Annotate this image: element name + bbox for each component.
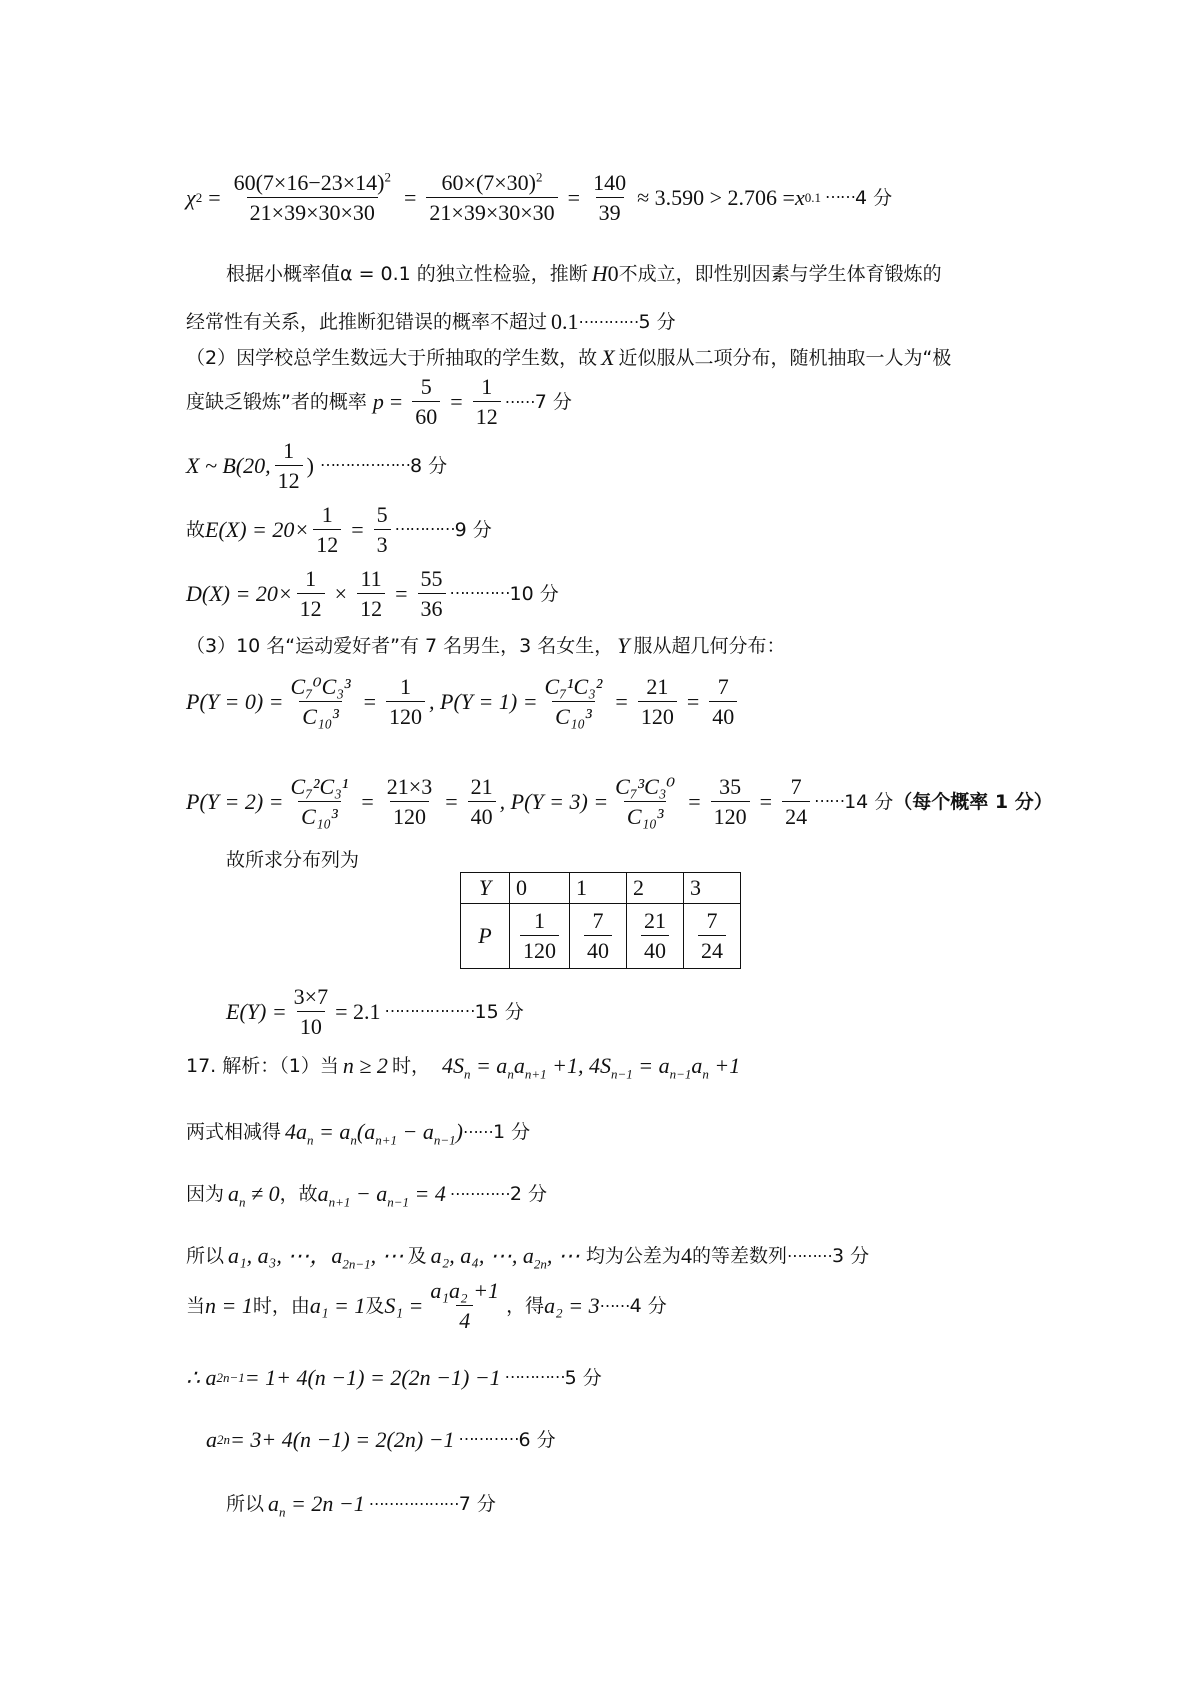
- h0-symbol: H: [591, 261, 608, 286]
- den: 24: [782, 801, 810, 829]
- binomial-distribution: [186, 436, 447, 496]
- ey-rhs: = 2.1: [335, 999, 381, 1024]
- dx-fraction-3: [418, 567, 446, 621]
- table-row: [461, 904, 741, 969]
- ex-fraction-1: [313, 503, 341, 557]
- score-label: 15 分: [474, 1000, 524, 1023]
- eq-part: 4S: [441, 1053, 464, 1078]
- chi-symbol: χ: [186, 185, 196, 210]
- eq-part: = a: [313, 1119, 351, 1144]
- dots: ⋯⋯: [824, 189, 855, 206]
- eq-part: a: [317, 1181, 329, 1206]
- ex-fraction-2: [374, 503, 391, 557]
- num: C₇⁰C₃³: [290, 673, 351, 699]
- chi-fraction-2: $\frac{60\times(7\times 30)^2}{21\times 39\times 30\times 30}$: [426, 171, 557, 225]
- critical-symbol: x: [794, 185, 805, 210]
- equals-sign: =: [361, 789, 374, 814]
- equals-sign: =: [450, 389, 463, 414]
- score-label: 6 分: [518, 1428, 556, 1451]
- num: C₇²C₃¹: [290, 773, 349, 799]
- prob-fraction-1: [412, 375, 440, 429]
- equals-sign: =: [567, 185, 581, 210]
- eq-part: a₁, a₃, ⋯，a: [228, 1243, 343, 1268]
- score-label: 7 分: [534, 390, 572, 413]
- den: 12: [357, 593, 385, 621]
- eq-part: = 1+ 4(n −1) = 2(2n −1) −1: [244, 1365, 501, 1390]
- score-label: 2 分: [509, 1182, 548, 1205]
- text: 时，由: [252, 1294, 310, 1317]
- eq-part: a: [268, 1491, 280, 1516]
- dots: ⋯⋯: [814, 793, 845, 810]
- score-label: 4 分: [629, 1294, 667, 1317]
- table-cell: [684, 904, 741, 969]
- text: 均为公差为: [585, 1244, 681, 1267]
- text: （3）10 名“运动爱好者”有 7 名男生，3 名女生，: [186, 634, 614, 657]
- text: 近似服从二项分布，随机抽取一人为“极: [618, 346, 952, 369]
- num: 21×3: [386, 773, 433, 799]
- condition: n = 1: [205, 1293, 253, 1318]
- den: C₁₀³: [624, 801, 667, 829]
- num: 1: [283, 437, 295, 463]
- dots: ⋯⋯⋯⋯⋯⋯: [319, 457, 410, 474]
- x-symbol: X: [601, 345, 615, 370]
- chi-fraction-3: [590, 171, 629, 225]
- den: 12: [313, 529, 341, 557]
- text: （2）因学校总学生数远大于所抽取的学生数，故: [186, 346, 598, 369]
- num: 7: [717, 673, 729, 699]
- equation: $a_n = 2n -1$: [268, 1491, 365, 1520]
- eq-part: = a: [470, 1053, 508, 1078]
- chi-f3-num: 140: [593, 169, 627, 195]
- binomial-explain-line-1: [186, 344, 951, 372]
- binomial-explain-line-2: [186, 372, 572, 432]
- dots: ⋯⋯: [462, 1122, 493, 1141]
- equals-sign: =: [208, 185, 221, 210]
- num: 7: [790, 773, 802, 799]
- equation: $a_{n+1} - a_{n-1} = 4$: [317, 1181, 446, 1210]
- den: 120: [711, 801, 750, 829]
- chi-approx: ≈ 3.590 > 2.706 =: [637, 185, 795, 210]
- chi-fraction-1: $\frac{60(7\times 16-23\times 14)^2}{21\times 39\times 30\times 30}$: [233, 169, 391, 225]
- eq-part: , ⋯: [546, 1243, 580, 1268]
- num: 1: [305, 565, 317, 591]
- ey-lhs: E(Y) =: [226, 999, 287, 1024]
- text: ，得: [506, 1294, 545, 1317]
- num: 1: [481, 373, 493, 399]
- equation: $a_n \ne 0$: [228, 1181, 280, 1210]
- binomial-lhs: X ~ B(20,: [186, 453, 271, 478]
- text: 因为: [186, 1182, 225, 1205]
- table-cell: 1: [570, 873, 627, 904]
- table-cell: 2: [627, 873, 684, 904]
- binomial-fraction: [275, 439, 303, 493]
- score-label: 9 分: [454, 518, 492, 541]
- eq-part: ): [455, 1119, 463, 1144]
- eq-part: − a: [396, 1119, 434, 1144]
- s1-fraction: [427, 1279, 502, 1333]
- dots: ⋯⋯⋯⋯: [458, 1431, 519, 1448]
- num: a₁a₂ +1: [430, 1277, 500, 1303]
- num: 5: [376, 501, 388, 527]
- eq-part: a: [228, 1181, 240, 1206]
- sequence: [430, 1243, 580, 1272]
- py3-lhs: , P(Y = 3) =: [499, 789, 609, 814]
- expectation-x: [186, 500, 492, 560]
- prob-y2-y3: [186, 772, 1053, 832]
- condition: a₂ = 3: [544, 1293, 600, 1318]
- eq-part: a: [691, 1053, 703, 1078]
- dots: ⋯⋯⋯⋯⋯⋯: [368, 1494, 459, 1513]
- py0-comb-fraction: [288, 675, 354, 729]
- equals-sign: =: [363, 689, 377, 714]
- condition: S₁ =: [384, 1293, 424, 1318]
- equals-sign: =: [395, 581, 408, 606]
- py2-lhs: P(Y = 2) =: [186, 789, 284, 814]
- eq-part: ≠ 0: [245, 1181, 280, 1206]
- den: 12: [275, 465, 303, 493]
- num: 21: [646, 673, 669, 699]
- distribution-intro: [226, 846, 359, 874]
- py0-lhs: P(Y = 0) =: [186, 689, 284, 714]
- dots: ⋯⋯: [599, 1296, 630, 1315]
- dots: ⋯⋯⋯⋯: [449, 1184, 510, 1203]
- text: 的等差数列: [691, 1244, 787, 1267]
- value: 4: [680, 1243, 692, 1268]
- py1-comb-fraction: [542, 675, 606, 729]
- text: 当: [186, 1294, 206, 1317]
- recurrence-equation: $4S_n = a_na_{n+1} +1$, $4S_{n-1} = a_{n-1}a_n +1$: [441, 1053, 741, 1082]
- step-1: [186, 1118, 530, 1146]
- text: 服从超几何分布：: [633, 634, 786, 657]
- den: 10: [297, 1011, 325, 1039]
- y-symbol: Y: [617, 633, 630, 658]
- eq-part: 4a: [285, 1119, 308, 1144]
- table-cell: P: [461, 904, 510, 969]
- eq-part: = 2n −1: [285, 1491, 365, 1516]
- text: 根据小概率值α = 0.1 的独立性检验，推断: [226, 262, 588, 285]
- eq-part: ∴ a: [186, 1365, 217, 1390]
- question-17-head: [186, 1052, 740, 1080]
- num: 21: [644, 907, 666, 933]
- chi-f2-num: 60×(7×30): [441, 169, 536, 195]
- score-label: 5 分: [638, 310, 676, 333]
- eq-part: , ⋯: [370, 1243, 404, 1268]
- step-2: [186, 1180, 547, 1208]
- den: 24: [698, 935, 726, 963]
- eq-part: = 4: [409, 1181, 446, 1206]
- py0-value: [386, 675, 425, 729]
- dots: ⋯⋯: [504, 392, 535, 411]
- chi-f1-num: 60(7×16−23×14): [233, 169, 385, 195]
- prob-fraction-2: [473, 375, 501, 429]
- score-label: 10 分: [509, 582, 559, 605]
- eq-part: a: [206, 1427, 217, 1452]
- step-5: ∴ a 2n−1 = 1+ 4(n −1) = 2(2n −1) −1 ⋯⋯⋯⋯ 5 分: [186, 1365, 602, 1390]
- equals-sign: =: [615, 689, 628, 714]
- chi-f1-den: 21×39×30×30: [247, 197, 378, 225]
- den: 40: [641, 935, 669, 963]
- hypergeometric-intro: [186, 632, 786, 660]
- text: 故所求分布列为: [226, 848, 360, 871]
- py2-comb-fraction: [288, 775, 352, 829]
- text: 不成立，即性别因素与学生体育锻炼的: [618, 262, 942, 285]
- eq-part: +1, 4S: [546, 1053, 611, 1078]
- eq-part: = 3+ 4(n −1) = 2(2n) −1: [230, 1427, 455, 1452]
- num: 55: [420, 565, 443, 591]
- score-label: 7 分: [458, 1492, 496, 1515]
- den: 60: [412, 401, 440, 429]
- chi-square-formula: χ 2 = $\frac{60(7\times 16-23\times 14)^2}{21\times 39\times 30\times 30}$ = $\frac{60\times(7\times 30)^2}{21\times 39\times 30\times 30}$ = $\frac{140}{39}$ ≈ 3.590 > 2.706 = x 0.1 ⋯⋯ 4 分: [186, 169, 893, 225]
- variance-x: [186, 564, 559, 624]
- eq-part: = a: [632, 1053, 670, 1078]
- equals-sign: =: [686, 689, 700, 714]
- value: 0.1: [551, 309, 579, 334]
- condition: a₁ = 1: [309, 1293, 366, 1318]
- dx-fraction-1: [297, 567, 325, 621]
- py3-value-1: [711, 775, 750, 829]
- equals-sign: =: [389, 389, 403, 414]
- step-6: a 2n = 3+ 4(n −1) = 2(2n) −1 ⋯⋯⋯⋯ 6 分: [206, 1427, 556, 1452]
- den: 120: [390, 801, 429, 829]
- den: 40: [709, 701, 737, 729]
- eq-part: a₂, a₄, ⋯, a: [430, 1243, 534, 1268]
- den: 120: [638, 701, 677, 729]
- dots: ⋯⋯⋯⋯: [394, 521, 455, 538]
- dots: ⋯⋯⋯⋯: [578, 312, 639, 331]
- den: 36: [418, 593, 446, 621]
- eq-sub: 2n−1: [342, 1256, 371, 1272]
- score-label: 3 分: [831, 1244, 870, 1267]
- table-cell: [510, 904, 570, 969]
- chi-f2-den: 21×39×30×30: [426, 197, 557, 225]
- py1-lhs: , P(Y = 1) =: [429, 689, 538, 714]
- score-label: 14 分: [844, 790, 894, 813]
- dots: ⋯⋯⋯⋯: [449, 585, 510, 602]
- eq-part: (a: [356, 1119, 376, 1144]
- table-cell: 3: [684, 873, 741, 904]
- den: C₁₀³: [299, 701, 342, 729]
- dots: ⋯⋯⋯⋯: [504, 1369, 565, 1386]
- text: 度缺乏锻炼”者的概率: [186, 390, 367, 413]
- num: 3×7: [293, 983, 329, 1009]
- den: C₁₀³: [552, 701, 595, 729]
- text: 所以: [226, 1492, 265, 1515]
- table-row: [461, 873, 741, 904]
- eq-sub: 2n: [533, 1256, 547, 1272]
- table-cell: Y: [461, 873, 510, 904]
- step-7: [226, 1490, 496, 1518]
- step-3: [186, 1242, 869, 1270]
- sequence: [228, 1243, 404, 1272]
- text: 经常性有关系，此推断犯错误的概率不超过: [186, 310, 548, 333]
- table-cell: 0: [510, 873, 570, 904]
- equals-sign: =: [688, 789, 701, 814]
- den: 4: [456, 1305, 473, 1333]
- chi-f3-den: 39: [596, 197, 624, 225]
- p-symbol: p: [372, 389, 384, 414]
- equals-sign: =: [445, 789, 458, 814]
- text: 故: [186, 518, 206, 541]
- eq-part: +1: [708, 1053, 741, 1078]
- text: 及: [407, 1244, 427, 1267]
- eq-part: a: [513, 1053, 525, 1078]
- py1-value-2: [709, 675, 737, 729]
- den: 12: [473, 401, 501, 429]
- den: 40: [584, 935, 612, 963]
- step-4: [186, 1276, 667, 1336]
- num: C₇¹C₃²: [544, 673, 603, 699]
- py2-value-1: [384, 775, 435, 829]
- text: 时，: [391, 1054, 430, 1077]
- den: 40: [468, 801, 496, 829]
- ey-fraction: [291, 985, 331, 1039]
- py1-value-1: [638, 675, 677, 729]
- score-note: （每个概率 1 分）: [893, 790, 1053, 813]
- equals-sign: =: [759, 789, 773, 814]
- score-label: 4 分: [854, 186, 893, 209]
- num: 21: [470, 773, 493, 799]
- dx-lhs: D(X) = 20×: [186, 581, 293, 606]
- py3-comb-fraction: [612, 775, 678, 829]
- paren: ): [306, 453, 314, 478]
- times-sign: ×: [334, 581, 348, 606]
- expectation-y: [226, 982, 524, 1042]
- distribution-table: [460, 872, 741, 969]
- eq-part: − a: [350, 1181, 388, 1206]
- num: 1: [534, 907, 545, 933]
- num: 7: [592, 907, 604, 933]
- dx-fraction-2: [357, 567, 385, 621]
- num: 1: [400, 673, 412, 699]
- den: 120: [520, 935, 559, 963]
- text: 及: [365, 1294, 385, 1317]
- score-label: 8 分: [409, 454, 448, 477]
- den: C₁₀³: [298, 801, 341, 829]
- equals-sign: =: [403, 185, 417, 210]
- dots: ⋯⋯⋯: [786, 1246, 832, 1265]
- den: 12: [297, 593, 325, 621]
- table-cell: [627, 904, 684, 969]
- dots: ⋯⋯⋯⋯⋯⋯: [384, 1003, 475, 1020]
- score-label: 1 分: [492, 1120, 531, 1143]
- ex-lhs: E(X) = 20×: [205, 517, 310, 542]
- num: 1: [321, 501, 333, 527]
- num: 5: [420, 373, 432, 399]
- text: 两式相减得: [186, 1120, 282, 1143]
- score-label: 5 分: [564, 1366, 602, 1389]
- num: 35: [719, 773, 742, 799]
- table-cell: [570, 904, 627, 969]
- independence-test-line-2: [186, 308, 676, 336]
- independence-test-line-1: 根据小概率值α = 0.1 的独立性检验，推断 H 0 不成立，即性别因素与学生体育锻炼的: [226, 261, 942, 286]
- equation: $4a_n = a_n(a_{n+1} - a_{n-1})$: [285, 1119, 463, 1148]
- prob-y0-y1: [186, 672, 741, 732]
- num: 7: [706, 907, 718, 933]
- py2-value-2: [468, 775, 496, 829]
- num: 11: [360, 565, 382, 591]
- text: 所以: [186, 1244, 225, 1267]
- num: C₇³C₃⁰: [615, 773, 676, 799]
- text: ，故: [279, 1182, 318, 1205]
- text: 17. 解析：（1）当: [186, 1054, 339, 1077]
- py3-value-2: [782, 775, 810, 829]
- equals-sign: =: [351, 517, 364, 542]
- den: 120: [386, 701, 425, 729]
- condition: n ≥ 2: [342, 1053, 388, 1078]
- den: 3: [374, 529, 391, 557]
